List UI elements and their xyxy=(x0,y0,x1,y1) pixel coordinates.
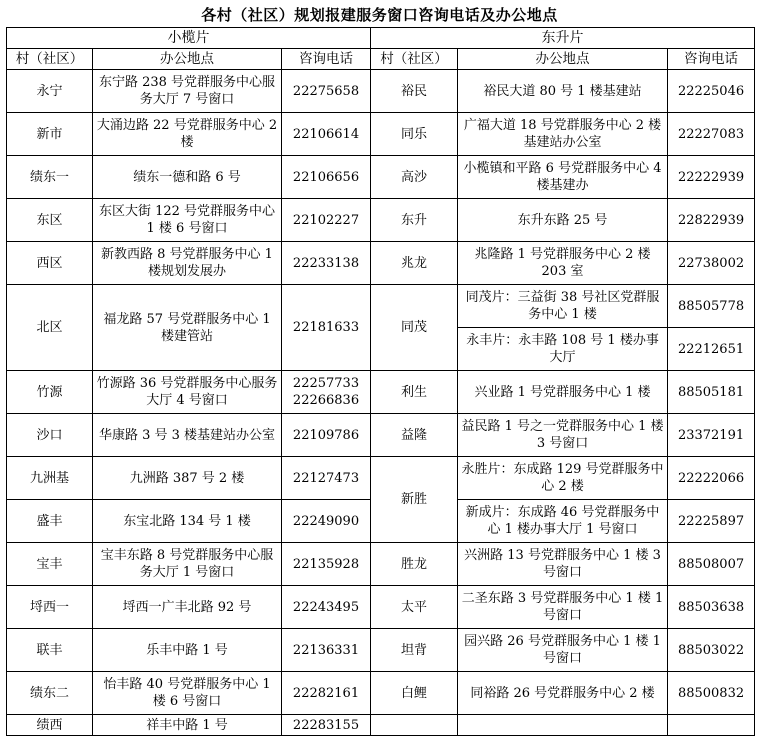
office-cell: 新教西路 8 号党群服务中心 1 楼规划发展办 xyxy=(93,242,282,285)
phone-cell: 88508007 xyxy=(668,543,755,586)
table-row xyxy=(7,457,755,500)
table-row xyxy=(7,586,755,629)
table-row xyxy=(7,715,755,736)
phone-cell: 22127473 xyxy=(282,457,371,500)
table-row xyxy=(7,629,755,672)
phone-cell: 22243495 xyxy=(282,586,371,629)
village-cell: 新市 xyxy=(7,113,93,156)
village-cell: 东升 xyxy=(371,199,458,242)
office-cell: 新成片：东成路 46 号党群服务中心 1 楼办事大厅 1 号窗口 xyxy=(458,500,668,543)
phone-cell: 88500832 xyxy=(668,672,755,715)
office-cell: 小榄镇和平路 6 号党群服务中心 4 楼基建办 xyxy=(458,156,668,199)
phone-cell: 22225046 xyxy=(668,70,755,113)
empty-cell xyxy=(458,715,668,736)
phone-cell: 22225897 xyxy=(668,500,755,543)
office-cell: 东区大街 122 号党群服务中心 1 楼 6 号窗口 xyxy=(93,199,282,242)
phone-cell: 22136331 xyxy=(282,629,371,672)
village-cell: 绩西 xyxy=(7,715,93,736)
office-cell: 九洲路 387 号 2 楼 xyxy=(93,457,282,500)
office-cell: 宝丰东路 8 号党群服务中心服务大厅 1 号窗口 xyxy=(93,543,282,586)
phone-cell: 22109786 xyxy=(282,414,371,457)
phone-cell: 22135928 xyxy=(282,543,371,586)
office-cell: 东宁路 238 号党群服务中心服务大厅 7 号窗口 xyxy=(93,70,282,113)
office-cell: 兆隆路 1 号党群服务中心 2 楼 203 室 xyxy=(458,242,668,285)
phone-cell: 23372191 xyxy=(668,414,755,457)
phone-cell: 22282161 xyxy=(282,672,371,715)
village-cell: 绩东二 xyxy=(7,672,93,715)
phone-cell: 88505181 xyxy=(668,371,755,414)
village-cell: 同茂 xyxy=(371,285,458,371)
village-cell: 西区 xyxy=(7,242,93,285)
village-cell: 永宁 xyxy=(7,70,93,113)
phone-number: 22257733 xyxy=(292,376,360,391)
office-cell: 福龙路 57 号党群服务中心 1 楼建管站 xyxy=(93,285,282,371)
village-cell: 白鲤 xyxy=(371,672,458,715)
table-row xyxy=(7,70,755,113)
office-cell: 东宝北路 134 号 1 楼 xyxy=(93,500,282,543)
office-cell: 广福大道 18 号党群服务中心 2 楼基建站办公室 xyxy=(458,113,668,156)
office-cell: 裕民大道 80 号 1 楼基建站 xyxy=(458,70,668,113)
village-cell: 北区 xyxy=(7,285,93,371)
office-cell: 埒西一广丰北路 92 号 xyxy=(93,586,282,629)
table-row xyxy=(7,285,755,328)
phone-cell: 22106656 xyxy=(282,156,371,199)
village-cell: 东区 xyxy=(7,199,93,242)
phone-cell: 22233138 xyxy=(282,242,371,285)
contact-table xyxy=(6,27,755,736)
village-cell: 绩东一 xyxy=(7,156,93,199)
phone-cell: 22222939 xyxy=(668,156,755,199)
village-cell: 胜龙 xyxy=(371,543,458,586)
village-cell: 太平 xyxy=(371,586,458,629)
office-cell: 同茂片：三益街 38 号社区党群服务中心 1 楼 xyxy=(458,285,668,328)
phone-cell xyxy=(282,371,371,414)
phone-cell: 88503022 xyxy=(668,629,755,672)
table-row xyxy=(7,414,755,457)
village-cell: 埒西一 xyxy=(7,586,93,629)
village-cell: 高沙 xyxy=(371,156,458,199)
phone-cell: 22212651 xyxy=(668,328,755,371)
table-row xyxy=(7,672,755,715)
village-cell: 利生 xyxy=(371,371,458,414)
village-cell: 新胜 xyxy=(371,457,458,543)
page-title: 各村（社区）规划报建服务窗口咨询电话及办公地点 xyxy=(201,6,558,24)
office-cell: 祥丰中路 1 号 xyxy=(93,715,282,736)
office-cell: 竹源路 36 号党群服务中心服务大厅 4 号窗口 xyxy=(93,371,282,414)
empty-cell xyxy=(668,715,755,736)
office-cell: 大涌边路 22 号党群服务中心 2 楼 xyxy=(93,113,282,156)
village-cell: 联丰 xyxy=(7,629,93,672)
office-cell: 怡丰路 40 号党群服务中心 1 楼 6 号窗口 xyxy=(93,672,282,715)
phone-cell: 22738002 xyxy=(668,242,755,285)
office-cell: 兴业路 1 号党群服务中心 1 楼 xyxy=(458,371,668,414)
section-xiaolan: 小榄片 xyxy=(7,28,371,49)
office-cell: 华康路 3 号 3 楼基建站办公室 xyxy=(93,414,282,457)
office-cell: 永丰片：永丰路 108 号 1 楼办事大厅 xyxy=(458,328,668,371)
office-cell: 乐丰中路 1 号 xyxy=(93,629,282,672)
table-row xyxy=(7,113,755,156)
office-cell: 东升东路 25 号 xyxy=(458,199,668,242)
header-phone: 咨询电话 xyxy=(668,49,755,70)
village-cell: 九洲基 xyxy=(7,457,93,500)
header-office: 办公地点 xyxy=(93,49,282,70)
phone-cell: 22275658 xyxy=(282,70,371,113)
table-row xyxy=(7,242,755,285)
village-cell: 同乐 xyxy=(371,113,458,156)
office-cell: 益民路 1 号之一党群服务中心 1 楼 3 号窗口 xyxy=(458,414,668,457)
table-row xyxy=(7,156,755,199)
header-village: 村（社区） xyxy=(371,49,458,70)
office-cell: 永胜片：东成路 129 号党群服务中心 2 楼 xyxy=(458,457,668,500)
village-cell: 宝丰 xyxy=(7,543,93,586)
phone-cell: 22822939 xyxy=(668,199,755,242)
village-cell: 竹源 xyxy=(7,371,93,414)
phone-number: 22266836 xyxy=(292,393,360,408)
village-cell: 沙口 xyxy=(7,414,93,457)
office-cell: 园兴路 26 号党群服务中心 1 楼 1 号窗口 xyxy=(458,629,668,672)
office-cell: 兴洲路 13 号党群服务中心 1 楼 3 号窗口 xyxy=(458,543,668,586)
header-phone: 咨询电话 xyxy=(282,49,371,70)
table-row xyxy=(7,371,755,414)
table-row xyxy=(7,199,755,242)
village-cell: 兆龙 xyxy=(371,242,458,285)
village-cell: 盛丰 xyxy=(7,500,93,543)
phone-cell: 22249090 xyxy=(282,500,371,543)
phone-cell: 22222066 xyxy=(668,457,755,500)
phone-cell: 22102227 xyxy=(282,199,371,242)
table-row xyxy=(7,543,755,586)
office-cell: 同裕路 26 号党群服务中心 2 楼 xyxy=(458,672,668,715)
header-village: 村（社区） xyxy=(7,49,93,70)
empty-cell xyxy=(371,715,458,736)
village-cell: 坦背 xyxy=(371,629,458,672)
village-cell: 益隆 xyxy=(371,414,458,457)
section-dongsheng: 东升片 xyxy=(371,28,755,49)
header-office: 办公地点 xyxy=(458,49,668,70)
phone-cell: 88503638 xyxy=(668,586,755,629)
village-cell: 裕民 xyxy=(371,70,458,113)
office-cell: 二圣东路 3 号党群服务中心 1 楼 1 号窗口 xyxy=(458,586,668,629)
phone-cell: 22106614 xyxy=(282,113,371,156)
phone-cell: 88505778 xyxy=(668,285,755,328)
phone-cell: 22181633 xyxy=(282,285,371,371)
phone-cell: 22283155 xyxy=(282,715,371,736)
office-cell: 绩东一德和路 6 号 xyxy=(93,156,282,199)
phone-cell: 22227083 xyxy=(668,113,755,156)
